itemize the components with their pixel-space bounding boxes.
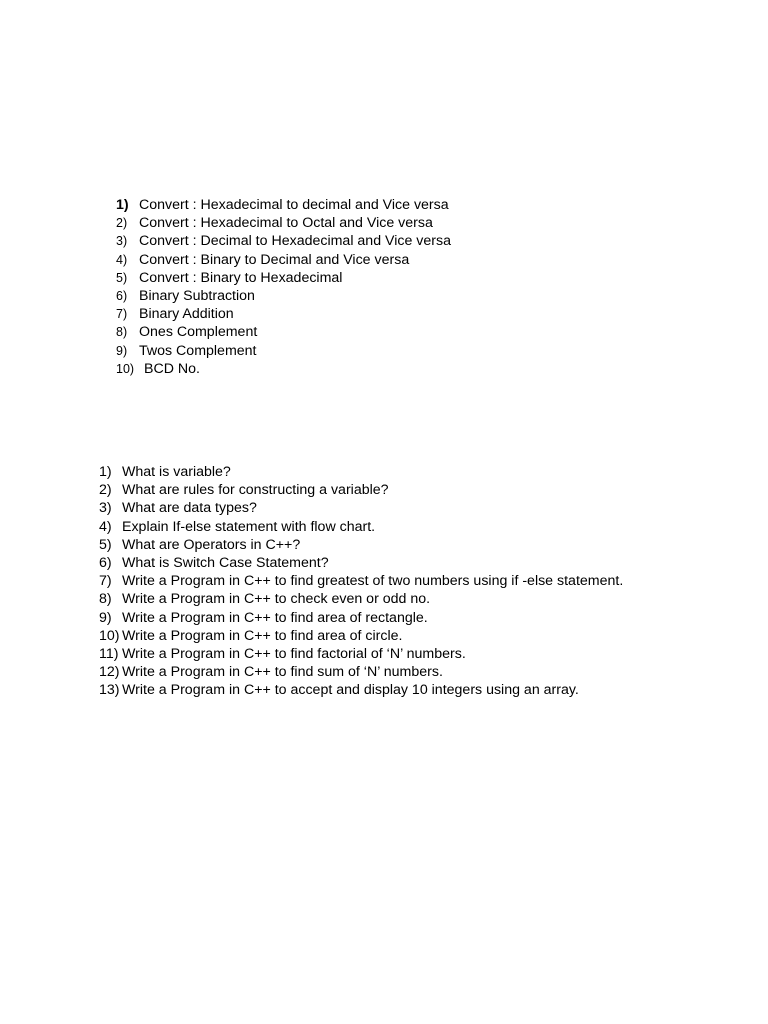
item-number: 2) [99, 482, 112, 499]
item-text: Explain If-else statement with flow chart. [122, 518, 376, 535]
item-number: 9) [99, 609, 112, 626]
list-item [116, 323, 451, 341]
list-item [99, 681, 623, 699]
item-number: 12) [99, 664, 120, 681]
item-text: Convert : Hexadecimal to decimal and Vice versa [139, 197, 449, 213]
list-item [99, 663, 623, 681]
item-number: 7) [99, 573, 112, 590]
item-number: 9) [116, 343, 128, 358]
item-text: BCD No. [144, 360, 200, 377]
item-text: Write a Program in C++ to find area of rectangle. [122, 609, 428, 626]
item-number: 10) [116, 361, 135, 376]
item-text: Binary Subtraction [139, 287, 255, 304]
item-number: 4) [116, 252, 128, 267]
list-item [99, 536, 623, 554]
item-text: Convert : Hexadecimal to Octal and Vice versa [139, 215, 433, 232]
list-item [99, 572, 623, 590]
list-item [99, 518, 623, 536]
item-text: Write a Program in C++ to check even or odd no. [122, 591, 431, 608]
item-text: Twos Complement [139, 342, 257, 359]
item-number: 11) [99, 645, 119, 662]
list-item [99, 627, 623, 645]
item-number: 13) [99, 682, 120, 699]
item-text: What is Switch Case Statement? [122, 554, 329, 571]
item-text: Convert : Binary to Hexadecimal [139, 269, 343, 286]
item-text: What are rules for constructing a variable? [122, 482, 389, 499]
item-number: 6) [99, 554, 112, 571]
list-item [99, 554, 623, 572]
item-text: Write a Program in C++ to find sum of ‘N’ numbers. [122, 664, 443, 681]
item-number: 10) [99, 627, 120, 644]
list-item [99, 481, 623, 499]
item-number: 8) [116, 325, 128, 340]
item-text: What are data types? [122, 500, 257, 517]
item-text: Write a Program in C++ to find greatest of two numbers using if -else statement. [122, 573, 624, 590]
item-text: Convert : Decimal to Hexadecimal and Vice versa [139, 233, 452, 250]
item-number: 5) [99, 536, 112, 553]
list-item [116, 232, 451, 250]
item-number: 4) [99, 518, 112, 535]
list-item [116, 269, 451, 287]
item-number: 7) [116, 307, 128, 322]
item-number: 1) [99, 464, 112, 480]
cpp-questions-list [99, 463, 623, 699]
list-item [116, 196, 451, 214]
item-text: Write a Program in C++ to accept and display 10 integers using an array. [122, 682, 579, 699]
list-item [116, 251, 451, 269]
conversion-topics-list [116, 196, 451, 378]
list-item [99, 463, 623, 481]
list-item [99, 645, 623, 663]
item-number: 1) [116, 197, 129, 213]
item-number: 8) [99, 591, 112, 608]
item-text: What are Operators in C++? [122, 536, 301, 553]
item-text: Convert : Binary to Decimal and Vice versa [139, 251, 410, 268]
item-text: What is variable? [122, 464, 231, 480]
list-item [99, 609, 623, 627]
list-item [116, 287, 451, 305]
item-number: 2) [116, 216, 128, 231]
list-item [99, 590, 623, 608]
list-item [116, 305, 451, 323]
list-item [116, 214, 451, 232]
list-item [116, 342, 451, 360]
item-text: Ones Complement [139, 324, 258, 341]
item-number: 6) [116, 288, 128, 303]
item-number: 3) [116, 234, 128, 249]
list-item [116, 360, 451, 378]
item-text: Write a Program in C++ to find area of circle. [122, 627, 403, 644]
item-text: Binary Addition [139, 306, 234, 323]
item-number: 3) [99, 500, 112, 517]
list-item [99, 499, 623, 517]
item-number: 5) [116, 270, 128, 285]
item-text: Write a Program in C++ to find factorial of ‘N’ numbers. [122, 645, 466, 662]
